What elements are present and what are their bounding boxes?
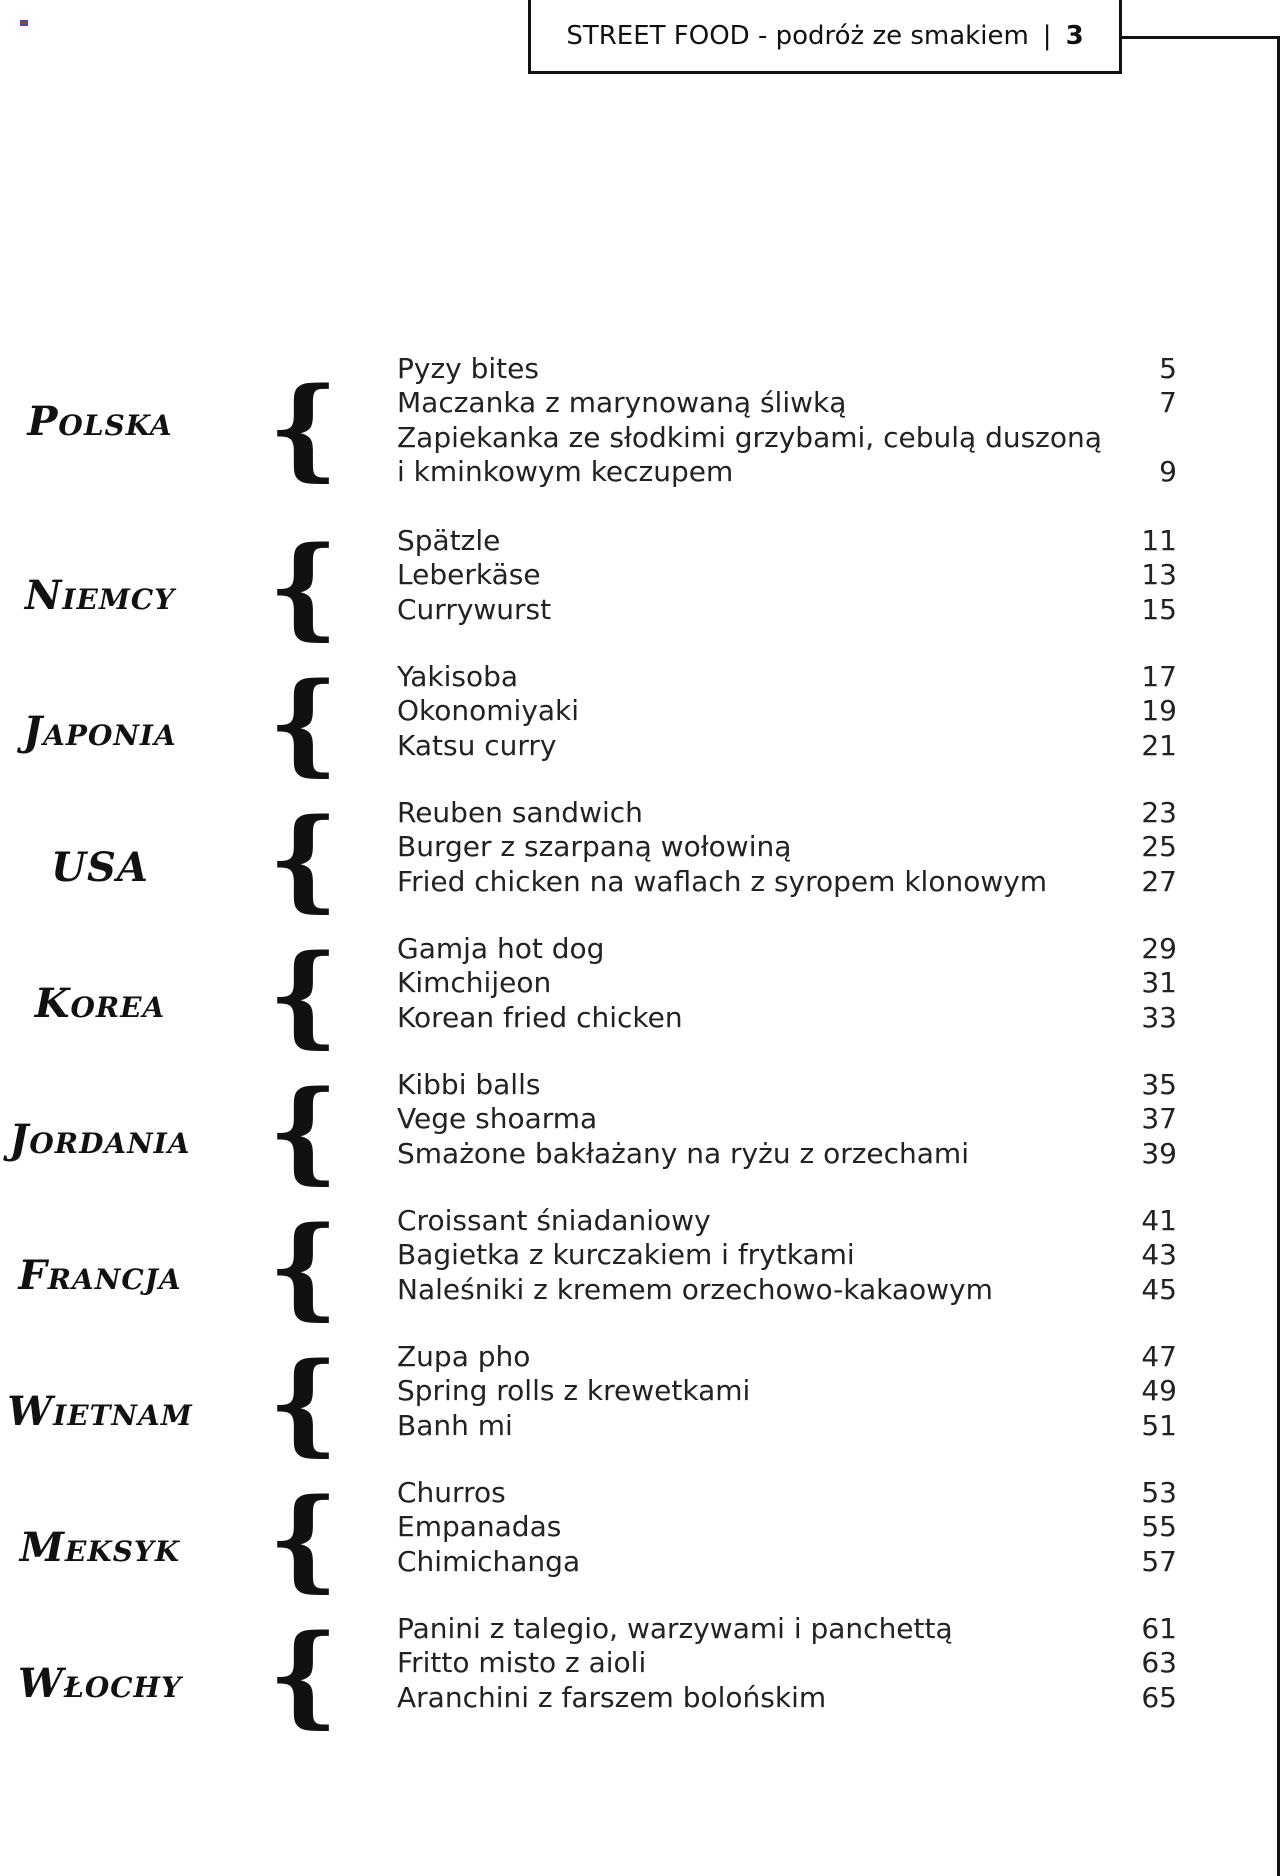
brace-icon: { xyxy=(268,1202,339,1331)
toc-section xyxy=(0,932,1280,1062)
country-heading: Korea xyxy=(34,980,166,1027)
country-heading: Polska xyxy=(27,398,173,445)
list-item[interactable] xyxy=(397,694,1177,728)
dish-page-number: 51 xyxy=(1141,1408,1177,1442)
dish-name: Kimchijeon xyxy=(397,966,552,1000)
list-item[interactable] xyxy=(397,966,1177,1000)
country-heading: Japonia xyxy=(23,708,177,755)
brace-icon: { xyxy=(268,1474,339,1603)
list-item[interactable] xyxy=(397,1612,1177,1646)
dish-page-number: 29 xyxy=(1141,932,1177,965)
dish-page-number: 45 xyxy=(1141,1272,1177,1306)
page-number: 3 xyxy=(1065,20,1084,51)
brace-icon: { xyxy=(268,658,339,787)
frame-line xyxy=(1122,36,1280,39)
dish-page-number: 9 xyxy=(1159,454,1177,488)
page-header xyxy=(528,0,1122,74)
dish-name: Vege shoarma xyxy=(397,1102,598,1136)
country-heading: Niemcy xyxy=(24,572,176,619)
list-item[interactable] xyxy=(397,1374,1177,1408)
toc-section xyxy=(0,524,1280,654)
dish-name: Spring rolls z krewetkami xyxy=(397,1374,751,1408)
dish-name: Chimichanga xyxy=(397,1544,581,1578)
dish-page-number: 7 xyxy=(1159,386,1177,420)
dish-page-number: 23 xyxy=(1141,796,1177,829)
list-item[interactable] xyxy=(397,1646,1177,1680)
list-item[interactable] xyxy=(397,1204,1177,1238)
list-item[interactable] xyxy=(397,1476,1177,1510)
list-item[interactable] xyxy=(397,729,1177,763)
dish-page-number: 19 xyxy=(1141,694,1177,728)
dish-name: Maczanka z marynowaną śliwką xyxy=(397,386,847,420)
list-item[interactable] xyxy=(397,932,1177,966)
dish-name: Pyzy bites xyxy=(397,352,539,385)
dish-name: Fried chicken na waflach z syropem klonowym xyxy=(397,864,1048,898)
country-heading: Francja xyxy=(18,1252,182,1299)
dish-name: Korean fried chicken xyxy=(397,1000,683,1034)
dish-list xyxy=(397,660,1177,763)
list-item[interactable] xyxy=(397,386,1177,420)
toc-section xyxy=(0,1068,1280,1198)
list-item[interactable] xyxy=(397,1340,1177,1374)
dish-name: Smażone bakłażany na ryżu z orzechami xyxy=(397,1136,969,1170)
dish-name: Okonomiyaki xyxy=(397,694,580,728)
brace-icon: { xyxy=(268,363,339,492)
brace-icon: { xyxy=(268,930,339,1059)
dish-page-number: 57 xyxy=(1141,1544,1177,1578)
dish-page-number: 25 xyxy=(1141,830,1177,864)
dish-name: Aranchini z farszem bolońskim xyxy=(397,1680,827,1714)
dish-list xyxy=(397,352,1177,489)
dish-page-number: 43 xyxy=(1141,1238,1177,1272)
dish-name: Panini z talegio, warzywami i panchettą xyxy=(397,1612,953,1645)
dish-list xyxy=(397,524,1177,627)
list-item[interactable] xyxy=(397,1273,1177,1307)
dish-name: Yakisoba xyxy=(397,660,519,693)
list-item[interactable] xyxy=(397,455,1177,489)
dish-name: Currywurst xyxy=(397,592,552,626)
list-item[interactable] xyxy=(397,796,1177,830)
dish-name: Spätzle xyxy=(397,524,501,557)
dish-name: Naleśniki z kremem orzechowo-kakaowym xyxy=(397,1272,993,1306)
dish-page-number: 11 xyxy=(1141,524,1177,557)
dish-page-number: 41 xyxy=(1141,1204,1177,1237)
country-heading: Jordania xyxy=(9,1116,191,1163)
toc-section xyxy=(0,1476,1280,1606)
brace-icon: { xyxy=(268,1338,339,1467)
list-item[interactable] xyxy=(397,558,1177,592)
list-item[interactable] xyxy=(397,1409,1177,1443)
toc-section xyxy=(0,796,1280,926)
dish-name: Burger z szarpaną wołowiną xyxy=(397,830,792,864)
dish-name: Gamja hot dog xyxy=(397,932,605,965)
country-heading: USA xyxy=(51,844,149,891)
list-item[interactable] xyxy=(397,1681,1177,1715)
dish-list xyxy=(397,932,1177,1035)
dish-list xyxy=(397,796,1177,899)
dish-page-number: 33 xyxy=(1141,1000,1177,1034)
dish-list xyxy=(397,1340,1177,1443)
dish-name: Fritto misto z aioli xyxy=(397,1646,647,1680)
dish-list xyxy=(397,1612,1177,1715)
dish-page-number: 47 xyxy=(1141,1340,1177,1373)
dish-name: Leberkäse xyxy=(397,558,541,592)
dish-name: Zupa pho xyxy=(397,1340,531,1373)
dish-name: Empanadas xyxy=(397,1510,562,1544)
dish-name: Banh mi xyxy=(397,1408,513,1442)
dish-list xyxy=(397,1068,1177,1171)
dish-page-number: 65 xyxy=(1141,1680,1177,1714)
dish-list xyxy=(397,1204,1177,1307)
list-item[interactable] xyxy=(397,1238,1177,1272)
dish-page-number: 39 xyxy=(1141,1136,1177,1170)
dish-page-number: 5 xyxy=(1159,352,1177,385)
dish-name: Bagietka z kurczakiem i frytkami xyxy=(397,1238,855,1272)
dish-page-number: 37 xyxy=(1141,1102,1177,1136)
dish-name: Croissant śniadaniowy xyxy=(397,1204,711,1237)
flag-icon xyxy=(20,20,28,26)
dish-page-number: 35 xyxy=(1141,1068,1177,1101)
brace-icon: { xyxy=(268,522,339,651)
dish-page-number: 49 xyxy=(1141,1374,1177,1408)
toc-section xyxy=(0,1340,1280,1470)
country-heading: Włochy xyxy=(18,1660,182,1707)
list-item[interactable] xyxy=(397,352,1177,386)
list-item[interactable] xyxy=(397,1102,1177,1136)
dish-page-number: 27 xyxy=(1141,864,1177,898)
dish-name: Churros xyxy=(397,1476,506,1509)
header-title: STREET FOOD - podróż ze smakiem xyxy=(566,20,1029,51)
toc-section xyxy=(0,1204,1280,1334)
list-item[interactable] xyxy=(397,1137,1177,1171)
brace-icon: { xyxy=(268,1610,339,1739)
toc-section xyxy=(0,352,1280,492)
header-separator: | xyxy=(1042,20,1052,51)
country-heading: Meksyk xyxy=(19,1524,181,1571)
dish-name: Reuben sandwich xyxy=(397,796,643,829)
list-item[interactable] xyxy=(397,524,1177,558)
dish-name: i kminkowym keczupem xyxy=(397,454,734,488)
dish-list xyxy=(397,1476,1177,1579)
brace-icon: { xyxy=(268,1066,339,1195)
dish-name: Zapiekanka ze słodkimi grzybami, cebulą duszoną xyxy=(397,420,1102,454)
brace-icon: { xyxy=(268,794,339,923)
dish-page-number: 55 xyxy=(1141,1510,1177,1544)
list-item[interactable] xyxy=(397,830,1177,864)
dish-page-number: 13 xyxy=(1141,558,1177,592)
dish-page-number: 21 xyxy=(1141,728,1177,762)
list-item[interactable] xyxy=(397,1001,1177,1035)
toc-section xyxy=(0,1612,1280,1742)
list-item[interactable] xyxy=(397,593,1177,627)
list-item[interactable] xyxy=(397,1068,1177,1102)
dish-page-number: 31 xyxy=(1141,966,1177,1000)
country-heading: Wietnam xyxy=(7,1388,193,1435)
toc-section xyxy=(0,660,1280,790)
dish-name: Kibbi balls xyxy=(397,1068,541,1101)
dish-page-number xyxy=(1117,421,1177,455)
dish-page-number: 63 xyxy=(1141,1646,1177,1680)
dish-page-number: 15 xyxy=(1141,592,1177,626)
list-item[interactable] xyxy=(397,1510,1177,1544)
dish-page-number: 53 xyxy=(1141,1476,1177,1509)
list-item[interactable] xyxy=(397,865,1177,899)
dish-page-number: 61 xyxy=(1141,1612,1177,1645)
list-item[interactable] xyxy=(397,1545,1177,1579)
dish-page-number: 17 xyxy=(1141,660,1177,693)
dish-name: Katsu curry xyxy=(397,728,557,762)
list-item[interactable] xyxy=(397,660,1177,694)
list-item[interactable] xyxy=(397,421,1177,455)
